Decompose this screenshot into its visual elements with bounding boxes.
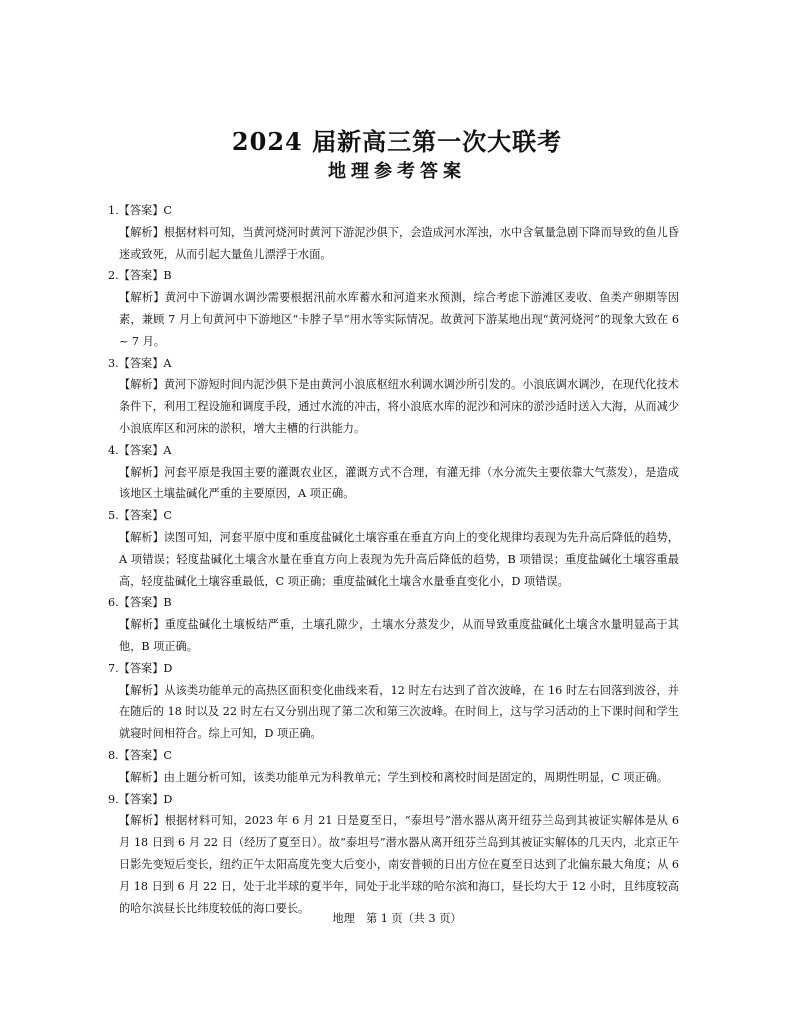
explanation-text: 【解析】黄河中下游调水调沙需要根据汛前水库蓄水和河道来水预测，综合考虑下游滩区麦收、鱼类产卵期等因素，兼顾 7 月上旬黄河中下游地区“卡脖子旱”用水等实际情况。故黄河下游某地出现“黄河烧河”的现象大致在 6 ~ 7 月。 bbox=[119, 291, 679, 348]
question-8 bbox=[108, 745, 679, 789]
answer-label: 7.【答案】D bbox=[108, 661, 173, 675]
explanation-text: 【解析】根据材料可知，2023 年 6 月 21 日是夏至日，“泰坦号”潜水器从离开纽芬兰岛到其被证实解体是从 6 月 18 日到 6 月 22 日（经历了夏至日）。故“泰坦号”潜水器从离开纽芬兰岛到其被证实解体的几天内，北京正午日影先变短后变长，纽约正午太阳高度先变大后变小，南安普顿的日出方位在夏至日达到了北偏东最大角度；从 6 月 18 日到 6 月 22 日，处于北半球的夏半年，同处于北半球的哈尔滨和海口，昼长均大于 12 小时，且纬度较高的哈尔滨昼长比纬度较低的海口要长。 bbox=[119, 814, 679, 915]
explanation-text: 【解析】从该类功能单元的高热区面积变化曲线来看，12 时左右达到了首次波峰，在 16 时左右回落到波谷，并在随后的 18 时以及 22 时左右又分别出现了第二次和第三次波峰。在时间上，这与学习活动的上下课时间和学生就寝时间相符合。综上可知，D 项正确。 bbox=[119, 683, 679, 741]
answer-label: 4.【答案】A bbox=[108, 443, 172, 457]
question-9 bbox=[108, 789, 679, 920]
question-5 bbox=[108, 505, 679, 592]
page-title: 2024 届新高三第一次大联考 bbox=[231, 127, 563, 156]
answer-label: 8.【答案】C bbox=[108, 748, 172, 762]
page-footer: 地理 第 1 页（共 3 页） bbox=[332, 912, 462, 925]
question-4 bbox=[108, 440, 679, 505]
answer-label: 5.【答案】C bbox=[108, 509, 172, 523]
question-7 bbox=[108, 658, 679, 745]
answer-label: 6.【答案】B bbox=[108, 596, 172, 610]
explanation-text: 【解析】根据材料可知，当黄河烧河时黄河下游泥沙俱下，会造成河水浑浊，水中含氧量急剧下降而导致的鱼儿昏迷或致死，从而引起大量鱼儿漂浮于水面。 bbox=[119, 225, 679, 261]
explanation-text: 【解析】河套平原是我国主要的灌溉农业区，灌溉方式不合理，有灌无排（水分流失主要依靠大气蒸发），是造成该地区土壤盐碱化严重的主要原因，A 项正确。 bbox=[119, 465, 679, 501]
explanation-text: 【解析】重度盐碱化土壤板结严重，土壤孔隙少，土壤水分蒸发少，从而导致重度盐碱化土壤含水量明显高于其他，B 项正确。 bbox=[119, 618, 679, 653]
answers-list bbox=[108, 200, 679, 919]
question-6 bbox=[108, 592, 679, 657]
question-3 bbox=[108, 353, 679, 440]
answer-label: 1.【答案】C bbox=[108, 204, 172, 217]
answer-label: 2.【答案】B bbox=[108, 269, 172, 283]
page-subtitle: 地理参考答案 bbox=[328, 161, 466, 182]
answer-label: 9.【答案】D bbox=[108, 792, 173, 806]
explanation-text: 【解析】读图可知，河套平原中度和重度盐碱化土壤容重在垂直方向上的变化规律均表现为先升高后降低的趋势，A 项错误；轻度盐碱化土壤含水量在垂直方向上表现为先升高后降低的趋势，B 项错误；重度盐碱化土壤容重最高，轻度盐碱化土壤容重最低，C 项正确；重度盐碱化土壤含水量垂直变化小，D 项错误。 bbox=[119, 530, 679, 588]
explanation-text: 【解析】黄河下游短时间内泥沙俱下是由黄河小浪底枢纽水利调水调沙所引发的。小浪底调水调沙，在现代化技术条件下，利用工程设施和调度手段，通过水流的冲击，将小浪底水库的泥沙和河床的淤沙适时送入大海，从而减少小浪底库区和河床的淤积，增大主槽的行洪能力。 bbox=[119, 378, 679, 435]
answer-label: 3.【答案】A bbox=[108, 356, 172, 370]
explanation-text: 【解析】由上题分析可知，该类功能单元为科教单元；学生到校和离校时间是固定的，周期性明显，C 项正确。 bbox=[119, 770, 669, 784]
question-2 bbox=[108, 265, 679, 352]
question-1 bbox=[108, 200, 679, 265]
